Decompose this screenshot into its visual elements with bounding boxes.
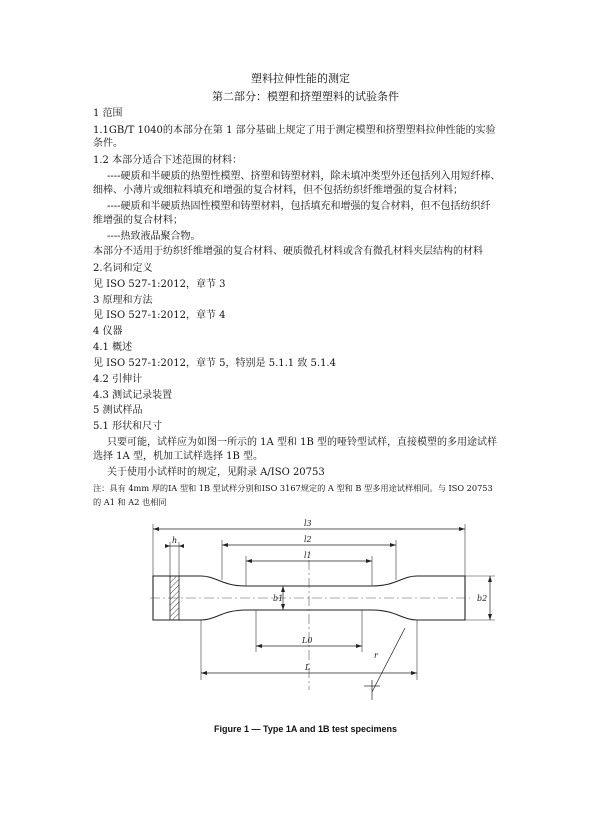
section-5-1-heading: 5.1 形状和尺寸 bbox=[93, 421, 163, 432]
para-5-1-line2: 选择 1A 型，机加工试样选择 1B 型。 bbox=[93, 451, 264, 462]
section-4-3-heading: 4.3 测试记录装置 bbox=[93, 390, 173, 401]
note-line2: 的 A1 和 A2 也相同 bbox=[93, 497, 167, 507]
label-l0: L0 bbox=[302, 636, 313, 645]
specimen-figure bbox=[140, 515, 488, 710]
section-4-1-ref: 见 ISO 527-1:2012，章节 5，特别是 5.1.1 致 5.1.4 bbox=[93, 358, 336, 369]
dim-r bbox=[372, 628, 405, 692]
section-4-1-heading: 4.1 概述 bbox=[93, 342, 133, 353]
section-2-ref: 见 ISO 527-1:2012，章节 3 bbox=[93, 279, 226, 290]
section-3-heading: 3 原理和方法 bbox=[93, 295, 153, 306]
figure-caption: Figure 1 — Type 1A and 1B test specimens bbox=[214, 724, 398, 734]
list-item-1-line2: 细棒、小薄片或细粒料填充和增强的复合材料，但不包括纺织纤维增强的复合材料； bbox=[93, 185, 463, 196]
para-exclusion: 本部分不适用于纺织纤维增强的复合材料、硬质微孔材料或含有微孔材料夹层结构的材料 bbox=[93, 246, 483, 257]
label-b2: b2 bbox=[477, 594, 488, 603]
para-1-2: 1.2 本部分适合下述范围的材料： bbox=[93, 155, 243, 166]
label-b1: b1 bbox=[273, 594, 284, 603]
note-line1: 注：具有 4mm 厚的IA 型和 1B 型试样分别和ISO 3167规定的 A 型和 B 型多用途试样相同。与 ISO 20753 bbox=[93, 483, 493, 493]
para-5-1-small-specimens: 关于使用小试样时的规定，见附录 A/ISO 20753 bbox=[107, 467, 325, 478]
list-item-1-line1: ----硬质和半硬质的热塑性模塑、挤塑和铸塑材料，除未填冲类型外还包括列入用短纤棒、 bbox=[107, 171, 501, 182]
doc-subtitle: 第二部分：模塑和挤塑塑料的试验条件 bbox=[212, 90, 399, 103]
section-4-heading: 4 仪器 bbox=[93, 326, 123, 337]
para-5-1-line1: 只要可能，试样应为如图一所示的 1A 型和 1B 型的哑铃型试样，直接模塑的多用途试样 bbox=[107, 437, 498, 448]
doc-title: 塑料拉伸性能的测定 bbox=[251, 72, 350, 85]
label-l2: l2 bbox=[304, 535, 312, 544]
label-l1: l1 bbox=[304, 551, 312, 560]
section-5-heading: 5 测试样品 bbox=[93, 405, 143, 416]
list-item-2-line2: 维增强的复合材料； bbox=[93, 215, 183, 226]
list-item-3: ----热致液晶聚合物。 bbox=[107, 231, 201, 242]
label-l3: l3 bbox=[304, 519, 312, 528]
section-1-heading: 1 范围 bbox=[93, 108, 123, 119]
section-2-heading: 2.名词和定义 bbox=[93, 263, 153, 274]
section-4-2-heading: 4.2 引伸计 bbox=[93, 374, 143, 385]
para-1-1-line1: 1.1GB/T 1040的本部分在第 1 部分基础上规定了用于测定模塑和挤塑塑料拉伸性能的实验 bbox=[93, 125, 496, 136]
label-L: L bbox=[305, 663, 311, 672]
section-3-ref: 见 ISO 527-1:2012，章节 4 bbox=[93, 310, 226, 321]
para-1-1-line2: 条件。 bbox=[93, 138, 123, 149]
list-item-2-line1: ----硬质和半硬质热固性模塑和铸塑材料，包括填充和增强的复合材料，但不包括纺织纤 bbox=[107, 201, 491, 212]
label-h: h bbox=[172, 536, 178, 545]
label-r: r bbox=[374, 651, 378, 660]
